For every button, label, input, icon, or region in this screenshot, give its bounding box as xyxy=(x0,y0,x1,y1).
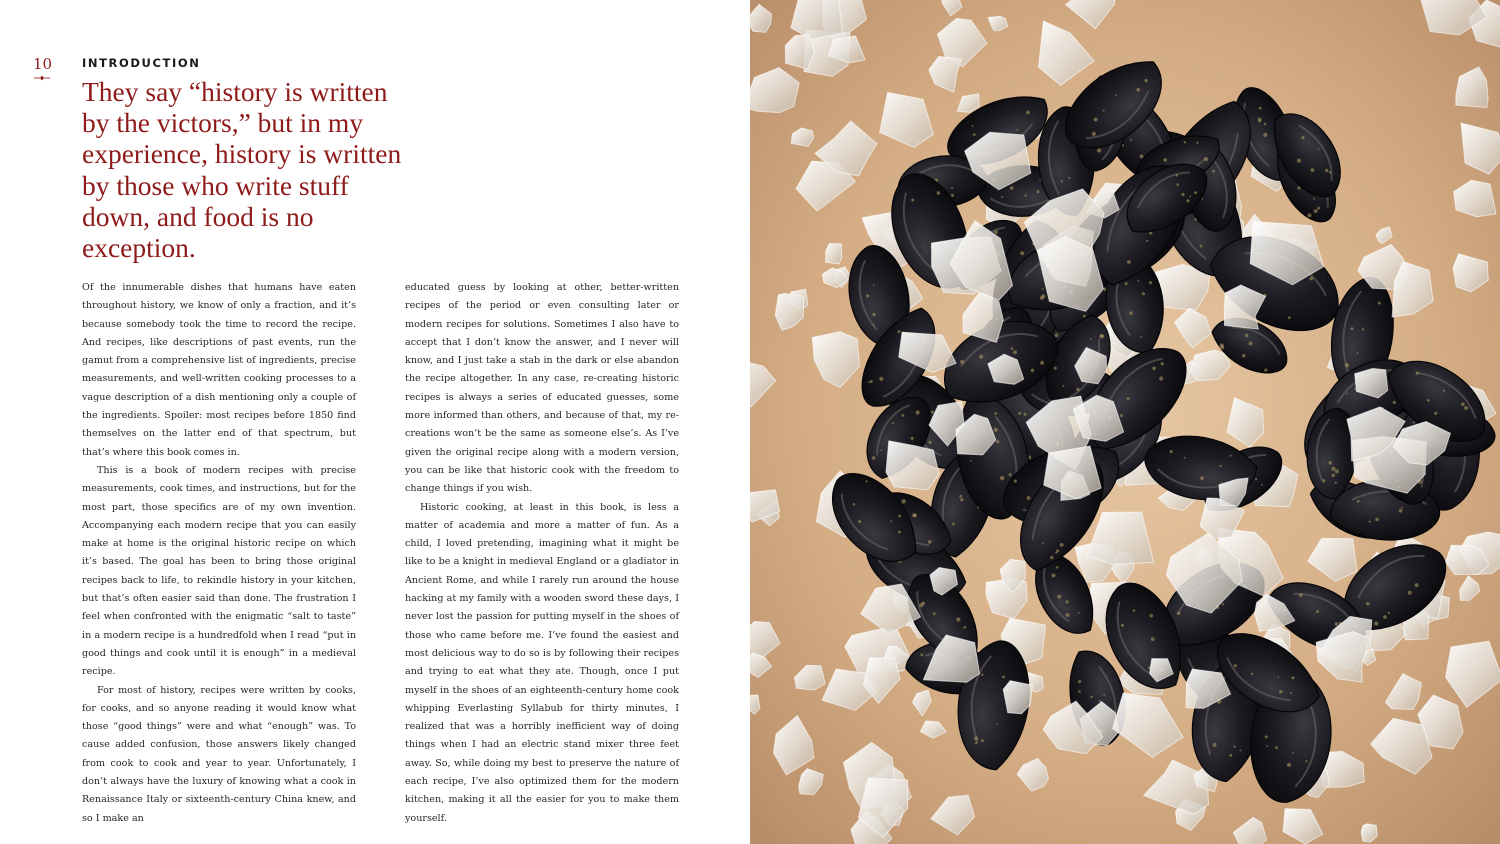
ornament-icon xyxy=(33,75,51,81)
body-paragraph: This is a book of modern recipes with precise measurements, cook times, and instructions, but for the most part, those specifics are of my own invention. Accompanying each modern recipe that you can easily make at home is the original historic recipe on which it’s based. The goal has been to bring those original recipes back to life, to rekindle history in your kitchen, but that’s often easier said than done. The frustration I feel when confronted with the enigmatic “salt to taste” in a modern recipe is a hundredfold when I read “put in good things and cook until it is enough” in a medieval recipe. xyxy=(82,464,356,678)
body-paragraph: Historic cooking, at least in this book, is less a matter of academia and more a matter of fun. As a child, I loved pretending, imagining what it might be like to be a knight in medieval England or a gladiator in Ancient Rome, and while I rarely run around the house hacking at my family with a wooden sword these days, I never lost the passion for putting myself in the shoes of those who came before me. I’ve found the easiest and most delicious way to do so is by following their recipes and trying to eat what they ate. Though, once I put myself in the shoes of an eighteenth-century home cook whipping Everlasting Syllabub for thirty minutes, I realized that was a horribly inefficient way of doing things when I had an electric stand mixer three feet away. So, while doing my best to preserve the nature of each recipe, I’ve also optimized them for the modern kitchen, making it all the easier for you to make them yourself. xyxy=(405,501,679,824)
body-paragraph: Of the innumerable dishes that humans have eaten throughout history, we know of only a fraction, and it’s because somebody took the time to record the recipe. And recipes, like descriptions of past events, run the gamut from a comprehensive list of ingredients, precise measurements, and well-written cooking processes to a vague description of a dish mentioning only a couple of the ingredients. Spoiler: most recipes before 1850 find themselves on the latter end of that spectrum, but that’s where this book comes in. xyxy=(82,282,356,458)
body-paragraph: educated guess by looking at other, better-written recipes of the period or even consulting later or modern recipes for solutions. Sometimes I also have to accept that I don’t know the answer, and I never will know, and I just take a stab in the dark or else abandon the recipe altogether. In any case, re-creating historic recipes is always a series of educated guesses, some more informed than others, and because of that, my re-creations won’t be the same as someone else’s. As I’ve given the original recipe along with a modern version, you can be like that historic cook with the freedom to change things if you wish. xyxy=(405,282,679,495)
section-label: INTRODUCTION xyxy=(82,56,201,70)
body-column-left xyxy=(82,279,356,828)
folio xyxy=(33,55,51,81)
photo-page xyxy=(750,0,1500,844)
pull-quote: They say “history is written by the victors,” but in my experience, history is written by those who write stuff down, and food is no exception. xyxy=(82,76,402,264)
body-column-right xyxy=(405,279,679,828)
body-paragraph: For most of history, recipes were written by cooks, for cooks, and so anyone reading it would know what those “good things” were and what “enough” was. To cause added confusion, those answers likely changed from cook to cook and year to year. Unfortunately, I don’t always have the luxury of knowing what a cook in Renaissance Italy or sixteenth-century China knew, and so I make an xyxy=(82,684,356,824)
mussels-on-ice-photo xyxy=(750,0,1500,844)
ice-chunk xyxy=(826,244,842,264)
page-number: 10 xyxy=(33,55,53,73)
